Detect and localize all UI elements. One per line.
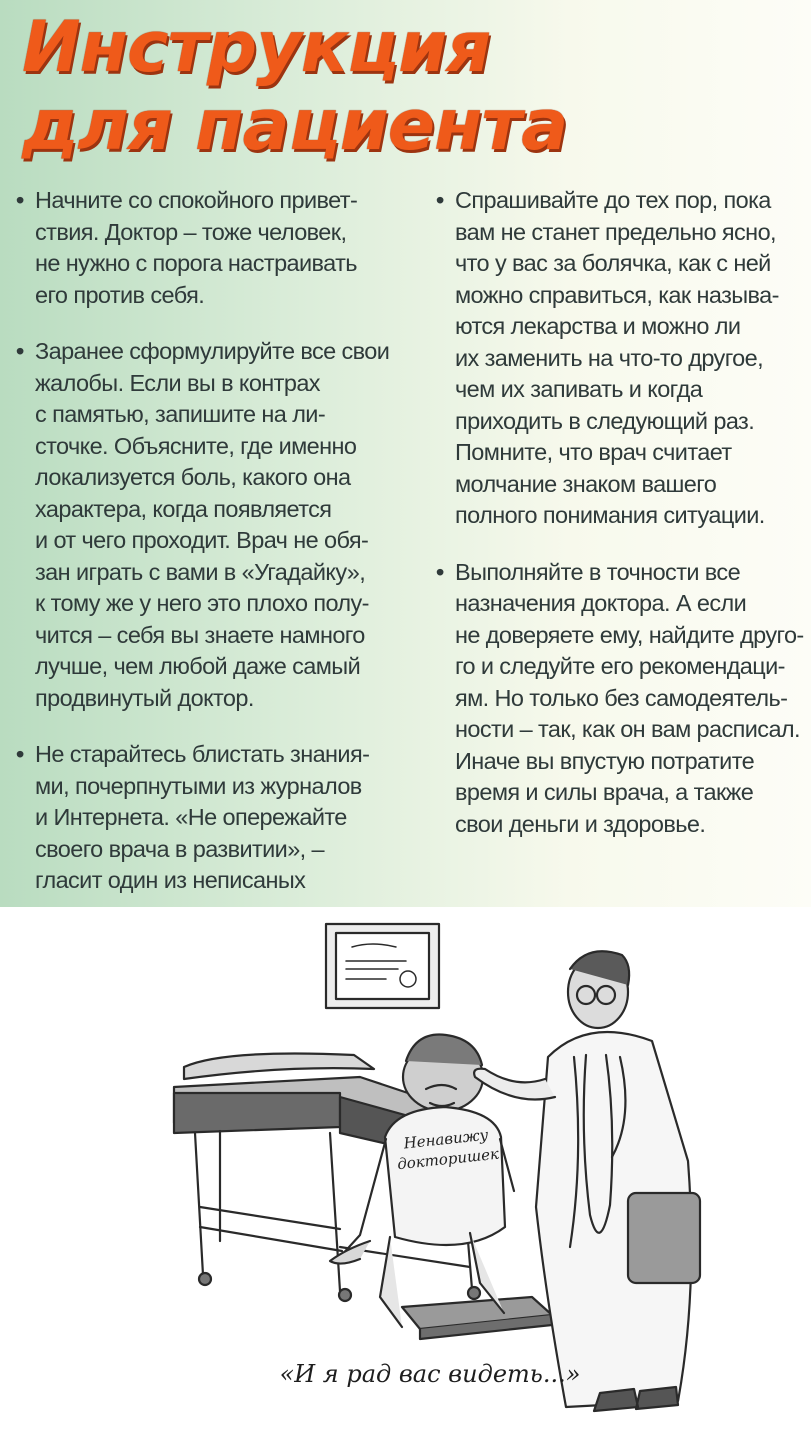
left-column <box>16 185 396 953</box>
bullet-item <box>436 185 808 532</box>
bullet-text-line: Спрашивайте до тех пор, пока <box>455 187 771 213</box>
bullet-text-line: го и следуйте его рекомендаци- <box>455 653 785 679</box>
bullet-text-line: Начните со спокойного привет- <box>35 187 358 213</box>
bullet-text-line: свои деньги и здоровье. <box>455 810 706 837</box>
cartoon-illustration <box>0 907 811 1439</box>
bullet-text-line: чем их запивать и когда <box>455 376 703 402</box>
bullet-marker: • <box>436 187 444 213</box>
bullet-text-line: чится – себя вы знаете намного <box>35 621 365 648</box>
bullet-text-line: Не старайтесь блистать знания- <box>35 741 370 767</box>
bullet-text-line: что у вас за болячка, как с ней <box>455 250 771 276</box>
bullet-text-line: не нужно с порога настраивать <box>35 250 357 276</box>
bullet-item <box>16 185 396 311</box>
bullet-text-line: сточке. Объясните, где именно <box>35 432 357 459</box>
title-line-1: Инструкция <box>22 6 491 88</box>
bullet-text-line: к тому же у него это плохо полу- <box>35 590 369 616</box>
bullet-text-line: продвинутый доктор. <box>35 684 254 711</box>
title-line-2: для пациента <box>22 84 568 166</box>
bullet-text-line: и Интернета. «Не опережайте <box>35 804 347 830</box>
bullet-item <box>16 739 396 928</box>
bullet-text-line: ствия. Доктор – тоже человек, <box>35 218 347 245</box>
bullet-marker: • <box>16 338 24 364</box>
right-column <box>436 185 808 865</box>
bullet-text-line: можно справиться, как называ- <box>455 281 779 308</box>
bullet-marker: • <box>16 741 24 767</box>
cartoon-caption: «И я рад вас видеть...» <box>279 1360 581 1388</box>
bullet-text-line: его против себя. <box>35 281 205 308</box>
doctor-folder <box>628 1193 700 1283</box>
shirt-text-line-1: Ненавижу <box>402 1125 490 1153</box>
bullet-text-line: характера, когда появляется <box>35 495 332 522</box>
bullet-text-line: приходить в следующий раз. <box>455 407 755 434</box>
bullet-text-line: жалобы. Если вы в контрах <box>35 369 320 396</box>
bullet-text-line: их заменить на что-то другое, <box>455 344 764 371</box>
bullet-text-line: гласит один из неписаных <box>35 867 306 893</box>
bullet-text-line: своего врача в развитии», – <box>35 835 325 862</box>
bullet-text-line: ются лекарства и можно ли <box>455 313 741 339</box>
bullet-text-line: с памятью, запишите на ли- <box>35 401 326 427</box>
bullet-text-line: ми, почерпнутыми из журналов <box>35 772 362 799</box>
bullet-marker: • <box>436 558 444 585</box>
bullet-text-line: не доверяете ему, найдите друго- <box>455 621 804 648</box>
bullet-marker: • <box>16 187 24 213</box>
bullet-text-line: и от чего проходит. Врач не обя- <box>35 527 369 553</box>
bullet-item <box>16 336 396 714</box>
bullet-text-line: ности – так, как он вам расписал. <box>455 716 800 742</box>
bullet-item <box>436 557 808 841</box>
bullet-text-line: полного понимания ситуации. <box>455 502 765 528</box>
bullet-text-line: Помните, что врач считает <box>455 439 732 465</box>
page-title <box>22 8 802 164</box>
bullet-text-line: зан играть с вами в «Угадайку», <box>35 558 366 585</box>
bullet-text-line: молчание знаком вашего <box>455 470 717 497</box>
bullet-text-line: вам не станет предельно ясно, <box>455 218 776 245</box>
bullet-text-line: ям. Но только без самодеятель- <box>455 684 788 711</box>
bullet-text-line: Заранее сформулируйте все свои <box>35 338 390 364</box>
shirt-text-line-2: докторишек <box>396 1144 500 1174</box>
bullet-text-line: Выполняйте в точности все <box>455 558 741 585</box>
bullet-text-line: Иначе вы впустую потратите <box>455 747 755 774</box>
bullet-text-line: локализуется боль, какого она <box>35 464 351 490</box>
bullet-text-line: лучше, чем любой даже самый <box>35 653 361 679</box>
couch-pillow <box>184 1054 374 1080</box>
bullet-text-line: время и силы врача, а также <box>455 779 754 805</box>
bullet-text-line: назначения доктора. А если <box>455 590 747 616</box>
